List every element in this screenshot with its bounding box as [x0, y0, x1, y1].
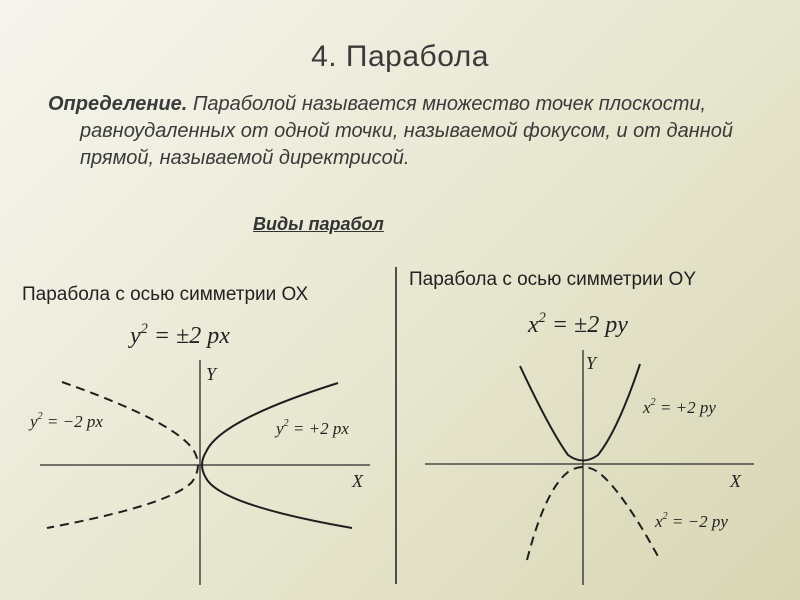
right-parabola-positive	[520, 364, 640, 461]
left-parabola-negative	[47, 382, 198, 528]
left-x-axis-label: X	[352, 471, 363, 491]
slide-title: 4. Парабола	[311, 40, 489, 73]
right-panel-heading: Парабола с осью симметрии ОY	[409, 269, 696, 290]
formula-exponent: 2	[662, 511, 668, 523]
formula-base: y	[130, 323, 141, 349]
left-parabola-positive	[202, 383, 352, 528]
formula-exponent: 2	[37, 411, 43, 423]
formula-exponent: 2	[283, 418, 289, 430]
formula-exponent: 2	[538, 309, 546, 326]
formula-base: x	[655, 512, 663, 531]
right-x-axis-label: X	[730, 471, 741, 491]
formula-rest: = −2 px	[42, 412, 103, 431]
formula-exponent: 2	[140, 320, 148, 337]
formula-exponent: 2	[650, 397, 656, 409]
right-coordinate-system	[425, 350, 754, 585]
left-coordinate-system	[37, 360, 370, 585]
formula-rest: = ±2 px	[147, 323, 230, 349]
formula-rest: = −2 py	[667, 512, 728, 531]
left-y-axis-label: Y	[206, 364, 217, 384]
left-panel-heading: Парабола с осью симметрии ОХ	[22, 284, 309, 305]
formula-base: y	[276, 419, 284, 438]
definition-term: Определение.	[48, 93, 188, 115]
definition-text: Параболой называется множество точек плоскости, равноудаленных от одной точки, называемой фокусом, и от данной прямой, называемой директрисой.	[80, 93, 733, 169]
types-heading: Виды парабол	[253, 214, 384, 234]
right-y-axis-label: Y	[586, 353, 597, 373]
right-parabola-negative	[527, 467, 660, 560]
formula-rest: = ±2 py	[545, 312, 628, 338]
formula-base: y	[30, 412, 38, 431]
formula-base: x	[528, 312, 539, 338]
formula-base: x	[643, 398, 651, 417]
formula-rest: = +2 px	[288, 419, 349, 438]
formula-rest: = +2 py	[655, 398, 716, 417]
